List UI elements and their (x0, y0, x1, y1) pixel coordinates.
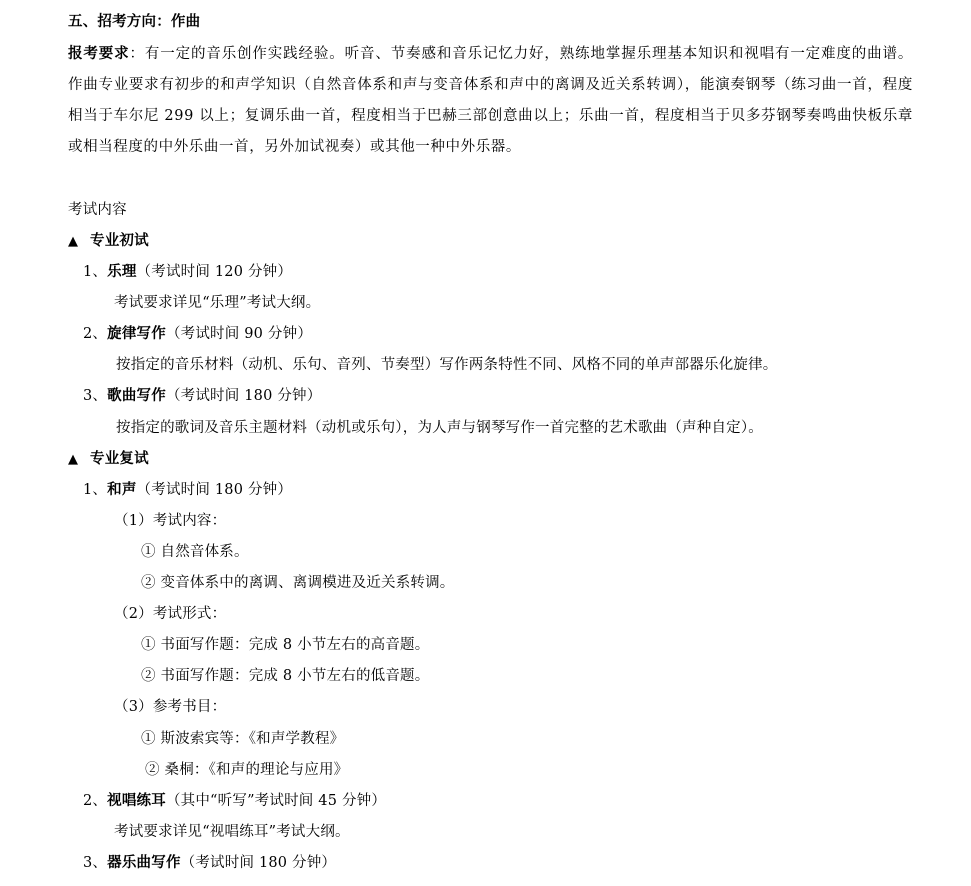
prelim-item-2 (83, 324, 312, 344)
harmony-sub-2-b: ② 书面写作题：完成 8 小节左右的低音题。 (141, 668, 430, 684)
harmony-sub-2-a: ① 书面写作题：完成 8 小节左右的高音题。 (141, 637, 430, 653)
prelim-item-2-desc: 按指定的音乐材料（动机、乐句、音列、节奏型）写作两条特性不同、风格不同的单声部器乐化旋律。 (116, 357, 778, 373)
item-name: 器乐曲写作 (107, 854, 181, 871)
item-name: 乐理 (107, 263, 137, 280)
harmony-sub-1-b: ② 变音体系中的离调、离调模进及近关系转调。 (141, 575, 455, 591)
retest-item-2-desc: 考试要求详见“视唱练耳”考试大纲。 (114, 824, 350, 840)
item-number: 1、 (83, 264, 108, 280)
item-number: 3、 (83, 388, 108, 404)
item-name: 旋律写作 (107, 325, 166, 342)
prelim-item-3 (83, 386, 321, 406)
item-name: 和声 (107, 481, 137, 498)
item-time: （其中“听写”考试时间 45 分钟） (165, 793, 387, 809)
requirements-text: ：有一定的音乐创作实践经验。听音、节奏感和音乐记忆力好，熟练地掌握乐理基本知识和视唱有一定难度的曲谱。作曲专业要求有初步的和声学知识（自然音体系和声与变音体系和声中的离调及近关系转调），能演奏钢琴（练习曲一首，程度相当于车尔尼 299 以上；复调乐曲一首，程度相当于巴赫三部创意曲以上；乐曲一首，程度相当于贝多芬钢琴奏鸣曲快板乐章或相当程度的中外乐曲一首，另外加试视奏）或其他一种中外乐器。 (68, 46, 913, 155)
item-time: （考试时间 180 分钟） (165, 388, 322, 404)
prelim-item-1-desc: 考试要求详见“乐理”考试大纲。 (114, 295, 321, 311)
retest-item-3 (83, 853, 336, 873)
item-time: （考试时间 180 分钟） (136, 482, 293, 498)
triangle-bullet-icon: ▲ (68, 234, 79, 249)
requirements-paragraph (68, 38, 913, 163)
triangle-bullet-icon: ▲ (68, 452, 79, 467)
retest-heading (68, 449, 149, 470)
retest-item-2 (83, 791, 386, 811)
requirements-lead: 报考要求 (68, 45, 130, 62)
exam-content-heading: 考试内容 (68, 202, 127, 218)
item-number: 1、 (83, 482, 108, 498)
harmony-sub-3-label: （3）参考书目： (114, 699, 227, 715)
item-name: 视唱练耳 (107, 792, 166, 809)
item-number: 2、 (83, 793, 108, 809)
retest-item-1 (83, 480, 292, 500)
prelim-heading (68, 231, 149, 252)
harmony-sub-3-b: ② 桑桐：《和声的理论与应用》 (145, 762, 349, 778)
item-number: 专业复试 (90, 450, 149, 467)
item-time: （考试时间 90 分钟） (165, 326, 313, 342)
prelim-item-1 (83, 262, 292, 282)
item-name: 歌曲写作 (107, 387, 166, 404)
section-title: 五、招考方向：作曲 (68, 13, 201, 30)
harmony-sub-2-label: （2）考试形式： (114, 606, 227, 622)
prelim-item-3-desc: 按指定的歌词及音乐主题材料（动机或乐句），为人声与钢琴写作一首完整的艺术歌曲（声种自定）。 (116, 420, 763, 436)
item-number: 3、 (83, 855, 108, 871)
item-number: 2、 (83, 326, 108, 342)
item-number: 专业初试 (90, 232, 149, 249)
item-time: （考试时间 180 分钟） (180, 855, 337, 871)
harmony-sub-1-label: （1）考试内容： (114, 513, 227, 529)
item-time: （考试时间 120 分钟） (136, 264, 293, 280)
harmony-sub-1-a: ① 自然音体系。 (141, 544, 249, 560)
harmony-sub-3-a: ① 斯波索宾等：《和声学教程》 (141, 731, 345, 747)
